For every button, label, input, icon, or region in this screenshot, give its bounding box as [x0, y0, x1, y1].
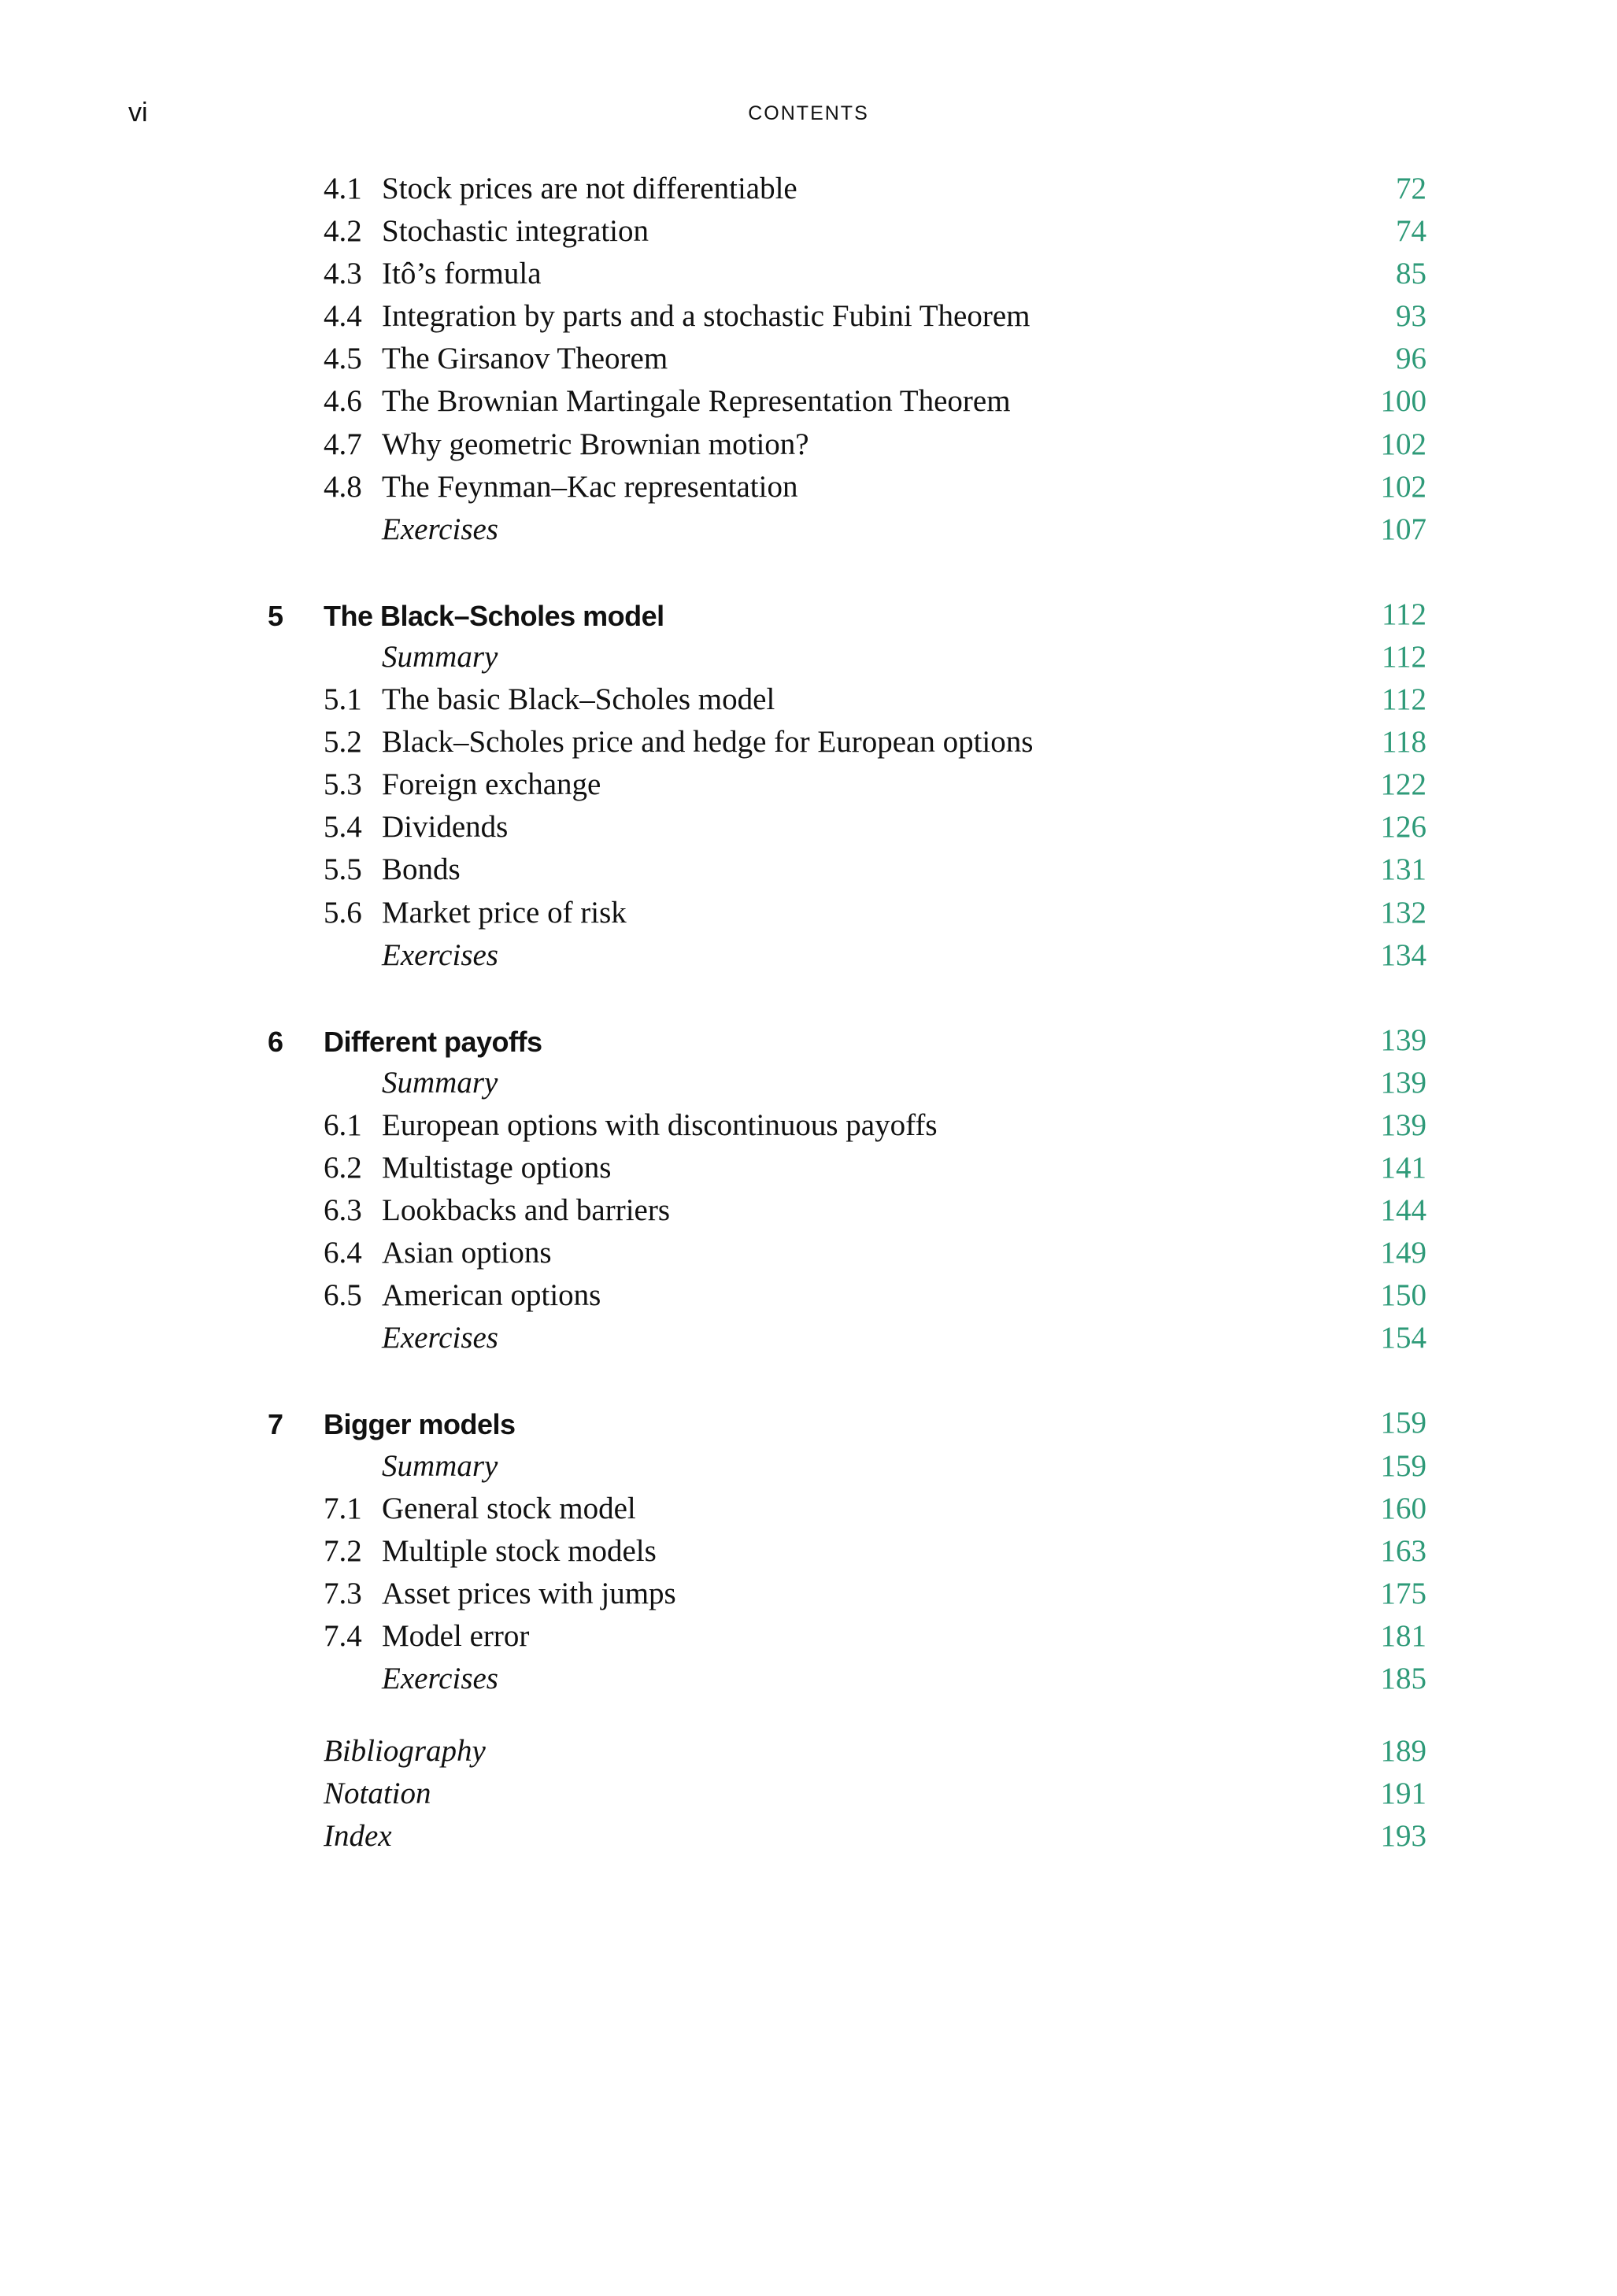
toc-chapter-entry[interactable]	[0, 1402, 1617, 1444]
toc-entry[interactable]	[0, 763, 1617, 806]
section-number: 4.6	[324, 384, 362, 419]
section-number: 4.5	[324, 342, 362, 376]
entry-title: Exercises	[382, 1662, 498, 1695]
page-number[interactable]: 100	[1380, 384, 1426, 419]
entry-title: Summary	[382, 1065, 498, 1100]
section-number: 6.5	[324, 1278, 362, 1313]
toc-backmatter-entry[interactable]	[0, 1730, 1617, 1773]
entry-title: Black–Scholes price and hedge for European options	[382, 725, 1034, 760]
page-number[interactable]: 191	[1380, 1777, 1426, 1811]
page-number[interactable]: 93	[1396, 299, 1426, 334]
toc-entry[interactable]	[0, 380, 1617, 423]
running-head: CONTENTS	[748, 102, 869, 124]
entry-title: European options with discontinuous payoffs	[382, 1107, 938, 1142]
toc-entry[interactable]	[0, 1189, 1617, 1232]
toc-entry[interactable]	[0, 1317, 1617, 1359]
toc-entry[interactable]	[0, 338, 1617, 380]
page-number[interactable]: 72	[1396, 172, 1426, 205]
section-number: 6.1	[324, 1107, 362, 1142]
page-number[interactable]: 102	[1380, 427, 1426, 461]
toc-entry[interactable]	[0, 678, 1617, 721]
toc-entry[interactable]	[0, 1615, 1617, 1658]
entry-title: American options	[382, 1278, 601, 1313]
entry-title: Itô’s formula	[382, 257, 542, 291]
section-number: 4.2	[324, 214, 362, 249]
page-number[interactable]: 185	[1380, 1662, 1426, 1695]
toc-entry[interactable]	[0, 892, 1617, 934]
toc-entry[interactable]	[0, 210, 1617, 253]
section-number: 6.3	[324, 1193, 362, 1228]
entry-title: Asian options	[382, 1236, 552, 1270]
section-number: 4.1	[324, 172, 362, 205]
toc-entry[interactable]	[0, 1232, 1617, 1274]
section-number: 7.4	[324, 1618, 362, 1653]
page-number[interactable]: 126	[1380, 810, 1426, 845]
folio: vi	[128, 98, 148, 128]
chapter-title: The Black–Scholes model	[324, 599, 664, 632]
toc-backmatter-entry[interactable]	[0, 1773, 1617, 1815]
entry-title: Integration by parts and a stochastic Fubini Theorem	[382, 299, 1031, 334]
toc-chapter-entry[interactable]	[0, 593, 1617, 636]
page-number[interactable]: 141	[1380, 1150, 1426, 1185]
toc-entry[interactable]	[0, 466, 1617, 508]
page-number[interactable]: 159	[1380, 1406, 1426, 1440]
page-number[interactable]: 193	[1380, 1819, 1426, 1854]
entry-title: Model error	[382, 1618, 530, 1653]
backmatter-spacer	[0, 1700, 1617, 1730]
toc-entry[interactable]	[0, 1445, 1617, 1488]
page-number[interactable]: 150	[1380, 1278, 1426, 1313]
section-number: 4.3	[324, 257, 362, 291]
toc-entry[interactable]	[0, 721, 1617, 763]
page-number[interactable]: 181	[1380, 1618, 1426, 1653]
section-number: 7.2	[324, 1533, 362, 1568]
entry-title: General stock model	[382, 1491, 636, 1525]
entry-title: Bibliography	[324, 1734, 486, 1769]
toc-entry[interactable]	[0, 636, 1617, 678]
page-number[interactable]: 175	[1380, 1576, 1426, 1610]
page-number[interactable]: 160	[1380, 1491, 1426, 1525]
entry-title: Why geometric Brownian motion?	[382, 427, 809, 461]
chapter-number: 7	[268, 1408, 284, 1441]
toc-entry[interactable]	[0, 295, 1617, 338]
toc-entry[interactable]	[0, 423, 1617, 466]
page-number[interactable]: 134	[1380, 937, 1426, 972]
page-number[interactable]: 85	[1396, 257, 1426, 291]
toc-entry[interactable]	[0, 849, 1617, 891]
page-number[interactable]: 139	[1380, 1022, 1426, 1057]
entry-title: Asset prices with jumps	[382, 1576, 676, 1610]
entry-title: The basic Black–Scholes model	[382, 682, 775, 717]
section-number: 7.3	[324, 1576, 362, 1610]
entry-title: Lookbacks and barriers	[382, 1193, 671, 1228]
entry-title: Index	[324, 1819, 392, 1854]
page-number[interactable]: 163	[1380, 1533, 1426, 1568]
entry-title: Multistage options	[382, 1150, 612, 1185]
toc-backmatter-entry[interactable]	[0, 1815, 1617, 1858]
section-number: 6.2	[324, 1150, 362, 1185]
page-number[interactable]: 159	[1380, 1448, 1426, 1483]
page-number[interactable]: 154	[1380, 1321, 1426, 1355]
section-number: 4.8	[324, 469, 362, 504]
toc-entry[interactable]	[0, 1573, 1617, 1615]
entry-title: Exercises	[382, 1321, 498, 1355]
toc-entry[interactable]	[0, 1658, 1617, 1700]
section-number: 4.4	[324, 299, 362, 334]
entry-title: The Feynman–Kac representation	[382, 469, 798, 504]
page-header	[0, 98, 1617, 129]
page-number[interactable]: 107	[1380, 512, 1426, 546]
toc-entry[interactable]	[0, 168, 1617, 210]
page-number[interactable]: 139	[1380, 1065, 1426, 1100]
table-of-contents	[0, 168, 1617, 1858]
entry-title: Multiple stock models	[382, 1533, 657, 1568]
entry-title: The Girsanov Theorem	[382, 342, 668, 376]
section-number: 5.1	[324, 682, 362, 717]
page-number[interactable]: 132	[1380, 895, 1426, 930]
page-number[interactable]: 144	[1380, 1193, 1426, 1228]
toc-entry[interactable]	[0, 1488, 1617, 1530]
page-number[interactable]: 139	[1380, 1107, 1426, 1142]
section-number: 5.3	[324, 767, 362, 802]
chapter-spacer	[0, 977, 1617, 1019]
page-number[interactable]: 74	[1396, 214, 1426, 249]
page-number[interactable]: 112	[1381, 682, 1426, 717]
entry-title: Market price of risk	[382, 895, 627, 930]
toc-entry[interactable]	[0, 806, 1617, 849]
entry-title: Summary	[382, 639, 498, 674]
entry-title: Notation	[324, 1777, 431, 1811]
chapter-number: 6	[268, 1025, 284, 1058]
toc-entry[interactable]	[0, 1062, 1617, 1104]
entry-title: Exercises	[382, 512, 498, 546]
entry-title: Stock prices are not differentiable	[382, 172, 797, 205]
page-number[interactable]: 122	[1380, 767, 1426, 802]
toc-entry[interactable]	[0, 934, 1617, 977]
entry-title: Summary	[382, 1448, 498, 1483]
toc-chapter-entry[interactable]	[0, 1019, 1617, 1062]
page-number[interactable]: 131	[1380, 852, 1426, 887]
section-number: 4.7	[324, 427, 362, 461]
entry-title: Exercises	[382, 937, 498, 972]
page-number[interactable]: 189	[1380, 1734, 1426, 1769]
entry-title: Dividends	[382, 810, 509, 845]
page-number[interactable]: 118	[1381, 725, 1426, 760]
toc-entry[interactable]	[0, 1104, 1617, 1147]
page-number[interactable]: 96	[1396, 342, 1426, 376]
toc-entry[interactable]	[0, 1147, 1617, 1189]
chapter-title: Bigger models	[324, 1408, 516, 1441]
entry-title: Foreign exchange	[382, 767, 601, 802]
chapter-spacer	[0, 551, 1617, 593]
chapter-spacer	[0, 1359, 1617, 1402]
entry-title: Stochastic integration	[382, 214, 649, 249]
entry-title: Bonds	[382, 852, 461, 887]
section-number: 5.5	[324, 852, 362, 887]
section-number: 5.4	[324, 810, 362, 845]
page-number[interactable]: 112	[1381, 639, 1426, 674]
toc-entry[interactable]	[0, 1530, 1617, 1573]
entry-title: The Brownian Martingale Representation Theorem	[382, 384, 1011, 419]
section-number: 6.4	[324, 1236, 362, 1270]
page-number[interactable]: 112	[1381, 597, 1426, 631]
toc-entry[interactable]	[0, 1274, 1617, 1317]
page-number[interactable]: 149	[1380, 1236, 1426, 1270]
section-number: 5.6	[324, 895, 362, 930]
toc-entry[interactable]	[0, 253, 1617, 295]
chapter-title: Different payoffs	[324, 1025, 542, 1058]
page-number[interactable]: 102	[1380, 469, 1426, 504]
section-number: 7.1	[324, 1491, 362, 1525]
toc-entry[interactable]	[0, 508, 1617, 551]
chapter-number: 5	[268, 599, 284, 632]
section-number: 5.2	[324, 725, 362, 760]
